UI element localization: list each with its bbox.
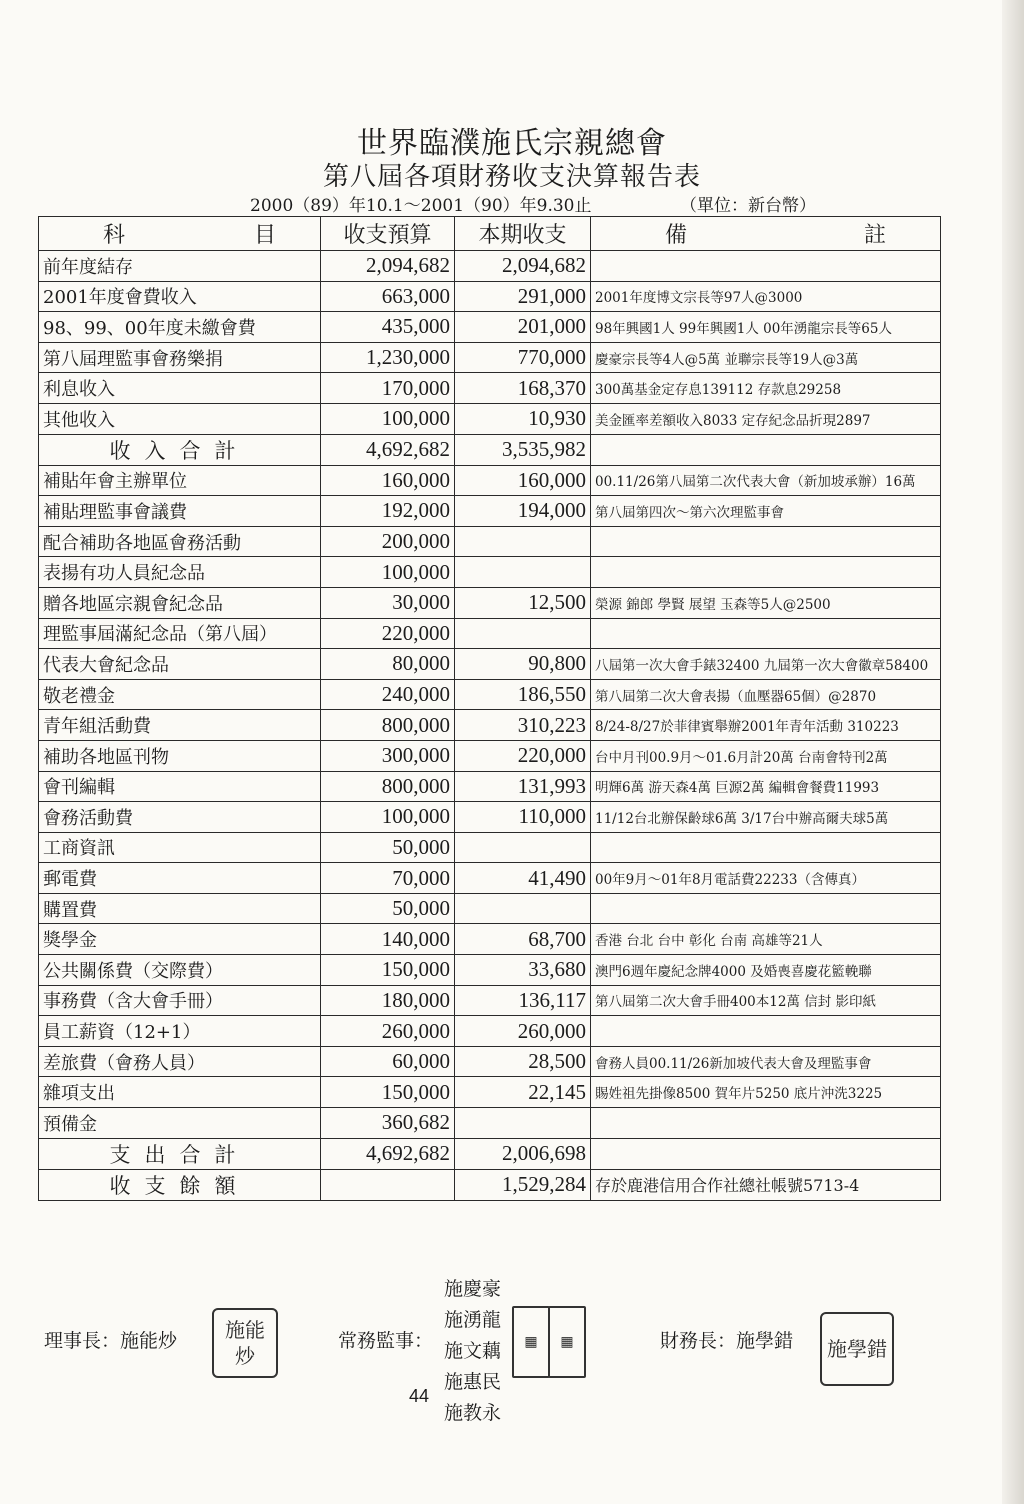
expense-budget-cell: 100,000 (321, 557, 455, 588)
treasurer-signature (660, 1326, 793, 1353)
table-row (39, 863, 941, 894)
expense-note-cell (591, 526, 941, 557)
table-row (39, 373, 941, 404)
expense-note-cell: 11/12台北辦保齡球6萬 3/17台中辦高爾夫球5萬 (591, 802, 941, 833)
income-total-note (591, 434, 941, 465)
expense-actual-cell (455, 618, 591, 649)
expense-budget-cell: 140,000 (321, 924, 455, 955)
expense-actual-cell: 186,550 (455, 679, 591, 710)
income-item-cell: 利息收入 (39, 373, 321, 404)
expense-budget-cell: 80,000 (321, 649, 455, 680)
table-row (39, 740, 941, 771)
expense-budget-cell: 50,000 (321, 832, 455, 863)
expense-actual-cell: 33,680 (455, 955, 591, 986)
expense-item-cell: 員工薪資（12+1） (39, 1016, 321, 1047)
expense-actual-cell: 220,000 (455, 740, 591, 771)
expense-note-cell: 香港 台北 台中 彰化 台南 高雄等21人 (591, 924, 941, 955)
expense-budget-cell: 70,000 (321, 863, 455, 894)
income-actual-cell: 770,000 (455, 342, 591, 373)
expense-actual-cell: 90,800 (455, 649, 591, 680)
expense-actual-cell (455, 557, 591, 588)
expense-item-cell: 表揚有功人員紀念品 (39, 557, 321, 588)
expense-note-cell: 八屆第一次大會手錶32400 九屆第一次大會徽章58400 (591, 649, 941, 680)
expense-note-cell (591, 893, 941, 924)
expense-item-cell: 差旅費（會務人員） (39, 1046, 321, 1077)
expense-note-cell: 00.11/26第八屆第二次代表大會（新加坡承辦）16萬 (591, 465, 941, 496)
income-item-cell: 前年度結存 (39, 251, 321, 282)
expense-item-cell: 贈各地區宗親會紀念品 (39, 587, 321, 618)
expense-note-cell (591, 1108, 941, 1139)
expense-actual-cell: 68,700 (455, 924, 591, 955)
income-budget-cell: 2,094,682 (321, 251, 455, 282)
expense-actual-cell (455, 1108, 591, 1139)
expense-total-actual: 2,006,698 (455, 1138, 591, 1169)
expense-item-cell: 預備金 (39, 1108, 321, 1139)
expense-note-cell: 會務人員00.11/26新加坡代表大會及理監事會 (591, 1046, 941, 1077)
chairman-name: 施能炒 (120, 1330, 178, 1352)
table-row (39, 1077, 941, 1108)
expense-budget-cell: 160,000 (321, 465, 455, 496)
expense-item-cell: 雜項支出 (39, 1077, 321, 1108)
table-row (39, 1046, 941, 1077)
income-note-cell: 慶豪宗長等4人@5萬 並聯宗長等19人@3萬 (591, 342, 941, 373)
expense-note-cell: 台中月刊00.9月～01.6月計20萬 台南會特刊2萬 (591, 740, 941, 771)
income-item-cell: 2001年度會費收入 (39, 281, 321, 312)
table-row (39, 281, 941, 312)
expense-budget-cell: 192,000 (321, 496, 455, 527)
expense-item-cell: 獎學金 (39, 924, 321, 955)
totals-section (39, 1138, 941, 1200)
table-row (39, 832, 941, 863)
table-row (39, 1016, 941, 1047)
income-budget-cell: 663,000 (321, 281, 455, 312)
table-row (39, 465, 941, 496)
supervisor-list (444, 1274, 501, 1429)
expense-budget-cell: 220,000 (321, 618, 455, 649)
expense-item-cell: 敬老禮金 (39, 679, 321, 710)
header-subject-b: 目 (253, 223, 276, 248)
table-row (39, 679, 941, 710)
expense-actual-cell: 260,000 (455, 1016, 591, 1047)
expense-total-budget: 4,692,682 (321, 1138, 455, 1169)
expense-actual-cell: 41,490 (455, 863, 591, 894)
header-budget: 收支預算 (321, 217, 455, 251)
expense-budget-cell: 200,000 (321, 526, 455, 557)
expense-total-note (591, 1138, 941, 1169)
treasurer-label: 財務長： (660, 1330, 737, 1352)
supervisor-name: 施教永 (444, 1402, 502, 1424)
table-row (39, 649, 941, 680)
expense-note-cell: 榮源 錦郎 學賢 展望 玉森等5人@2500 (591, 587, 941, 618)
expense-note-cell: 明輝6萬 游天森4萬 巨源2萬 編輯會餐費11993 (591, 771, 941, 802)
header-subject (39, 217, 321, 251)
expense-section (39, 465, 941, 1138)
balance-row (39, 1169, 941, 1200)
income-note-cell: 美金匯率差額收入8033 定存紀念品折現2897 (591, 403, 941, 434)
expense-budget-cell: 50,000 (321, 893, 455, 924)
expense-budget-cell: 100,000 (321, 802, 455, 833)
supervisor-name: 施惠民 (444, 1371, 502, 1393)
treasurer-seal: 施學錯 (820, 1312, 894, 1386)
currency-unit: （單位：新台幣） (680, 196, 816, 216)
income-total-budget: 4,692,682 (321, 434, 455, 465)
expense-actual-cell: 28,500 (455, 1046, 591, 1077)
table-row (39, 557, 941, 588)
supervisor-seal-2: ▦ (548, 1306, 586, 1378)
header-actual: 本期收支 (455, 217, 591, 251)
chairman-label: 理事長： (44, 1330, 121, 1352)
document-title: 世界臨濮施氏宗親總會 (357, 126, 667, 161)
income-item-cell: 其他收入 (39, 403, 321, 434)
expense-budget-cell: 240,000 (321, 679, 455, 710)
expense-note-cell: 第八屆第二次大會手冊400本12萬 信封 影印紙 (591, 985, 941, 1016)
income-item-cell: 第八屆理監事會務樂捐 (39, 342, 321, 373)
expense-item-cell: 補貼理監事會議費 (39, 496, 321, 527)
treasurer-name: 施學錯 (736, 1330, 794, 1352)
table-row (39, 496, 941, 527)
income-item-cell: 98、99、00年度未繳會費 (39, 312, 321, 343)
expense-note-cell: 第八屆第四次～第六次理監事會 (591, 496, 941, 527)
income-total-label: 收入合計 (39, 434, 321, 465)
expense-note-cell (591, 832, 941, 863)
income-budget-cell: 170,000 (321, 373, 455, 404)
expense-budget-cell: 260,000 (321, 1016, 455, 1047)
table-row (39, 618, 941, 649)
table-row (39, 985, 941, 1016)
chairman-seal: 施能炒 (212, 1308, 278, 1378)
expense-note-cell: 賜姓祖先掛像8500 賀年片5250 底片沖洗3225 (591, 1077, 941, 1108)
table-row (39, 710, 941, 741)
table-row (39, 1108, 941, 1139)
income-note-cell: 2001年度博文宗長等97人@3000 (591, 281, 941, 312)
expense-item-cell: 補貼年會主辦單位 (39, 465, 321, 496)
page-edge-shadow (1002, 0, 1024, 1504)
expense-total-label: 支出合計 (39, 1138, 321, 1169)
expense-actual-cell: 22,145 (455, 1077, 591, 1108)
expense-note-cell: 8/24-8/27於菲律賓舉辦2001年青年活動 310223 (591, 710, 941, 741)
header-remark-a: 備 (665, 223, 688, 248)
expense-actual-cell: 160,000 (455, 465, 591, 496)
expense-actual-cell: 12,500 (455, 587, 591, 618)
expense-note-cell (591, 557, 941, 588)
expense-actual-cell: 136,117 (455, 985, 591, 1016)
income-total-actual: 3,535,982 (455, 434, 591, 465)
table-row (39, 802, 941, 833)
header-remark-b: 註 (863, 223, 886, 248)
expense-item-cell: 配合補助各地區會務活動 (39, 526, 321, 557)
expense-actual-cell: 310,223 (455, 710, 591, 741)
table-row (39, 893, 941, 924)
expense-total-row (39, 1138, 941, 1169)
income-section (39, 251, 941, 435)
supervisor-name: 施慶豪 (444, 1278, 502, 1300)
expense-actual-cell: 131,993 (455, 771, 591, 802)
expense-note-cell (591, 1016, 941, 1047)
income-total-row (39, 434, 941, 465)
expense-budget-cell: 180,000 (321, 985, 455, 1016)
income-actual-cell: 10,930 (455, 403, 591, 434)
page-number: 44 (409, 1386, 430, 1406)
expense-item-cell: 理監事屆滿紀念品（第八屆） (39, 618, 321, 649)
balance-budget (321, 1169, 455, 1200)
expense-item-cell: 代表大會紀念品 (39, 649, 321, 680)
expense-actual-cell (455, 526, 591, 557)
expense-budget-cell: 30,000 (321, 587, 455, 618)
header-subject-a: 科 (103, 223, 126, 248)
table-header-row (39, 217, 941, 251)
expense-item-cell: 公共關係費（交際費） (39, 955, 321, 986)
income-note-cell: 300萬基金定存息139112 存款息29258 (591, 373, 941, 404)
table-row (39, 955, 941, 986)
income-note-cell: 98年興國1人 99年興國1人 00年湧龍宗長等65人 (591, 312, 941, 343)
table-row (39, 587, 941, 618)
expense-item-cell: 會刊編輯 (39, 771, 321, 802)
expense-note-cell (591, 618, 941, 649)
table-row (39, 312, 941, 343)
expense-item-cell: 購置費 (39, 893, 321, 924)
income-budget-cell: 435,000 (321, 312, 455, 343)
expense-budget-cell: 150,000 (321, 1077, 455, 1108)
table-row (39, 342, 941, 373)
expense-item-cell: 補助各地區刊物 (39, 740, 321, 771)
header-remark (591, 217, 941, 251)
expense-budget-cell: 150,000 (321, 955, 455, 986)
table-row (39, 924, 941, 955)
expense-item-cell: 會務活動費 (39, 802, 321, 833)
income-actual-cell: 201,000 (455, 312, 591, 343)
document-subtitle: 第八屆各項財務收支決算報告表 (322, 162, 701, 192)
expense-actual-cell (455, 893, 591, 924)
table-row (39, 771, 941, 802)
expense-item-cell: 工商資訊 (39, 832, 321, 863)
supervisor-label: 常務監事： (338, 1330, 434, 1352)
balance-actual: 1,529,284 (455, 1169, 591, 1200)
income-note-cell (591, 251, 941, 282)
supervisor-seal-1: ▦ (512, 1306, 550, 1378)
supervisor-name: 施湧龍 (444, 1309, 502, 1331)
chairman-signature (44, 1326, 177, 1353)
income-budget-cell: 100,000 (321, 403, 455, 434)
expense-item-cell: 事務費（含大會手冊） (39, 985, 321, 1016)
income-budget-cell: 1,230,000 (321, 342, 455, 373)
table-row (39, 403, 941, 434)
balance-note: 存於鹿港信用合作社總社帳號5713-4 (591, 1169, 941, 1200)
expense-actual-cell: 194,000 (455, 496, 591, 527)
expense-item-cell: 郵電費 (39, 863, 321, 894)
expense-budget-cell: 60,000 (321, 1046, 455, 1077)
expense-note-cell: 第八屆第二次大會表揚（血壓器65個）@2870 (591, 679, 941, 710)
expense-budget-cell: 800,000 (321, 771, 455, 802)
supervisor-name: 施文藕 (444, 1340, 502, 1362)
expense-actual-cell: 110,000 (455, 802, 591, 833)
income-actual-cell: 168,370 (455, 373, 591, 404)
expense-budget-cell: 360,682 (321, 1108, 455, 1139)
income-actual-cell: 291,000 (455, 281, 591, 312)
table-row (39, 251, 941, 282)
table-row (39, 526, 941, 557)
expense-note-cell: 00年9月～01年8月電話費22233（含傳真） (591, 863, 941, 894)
expense-actual-cell (455, 832, 591, 863)
income-actual-cell: 2,094,682 (455, 251, 591, 282)
expense-budget-cell: 300,000 (321, 740, 455, 771)
report-period: 2000（89）年10.1～2001（90）年9.30止 (250, 196, 592, 216)
expense-budget-cell: 800,000 (321, 710, 455, 741)
balance-label: 收支餘額 (39, 1169, 321, 1200)
expense-note-cell: 澳門6週年慶紀念牌4000 及婚喪喜慶花籃輓聯 (591, 955, 941, 986)
financial-statement-table (38, 216, 941, 1201)
expense-item-cell: 青年組活動費 (39, 710, 321, 741)
income-total-section (39, 434, 941, 465)
